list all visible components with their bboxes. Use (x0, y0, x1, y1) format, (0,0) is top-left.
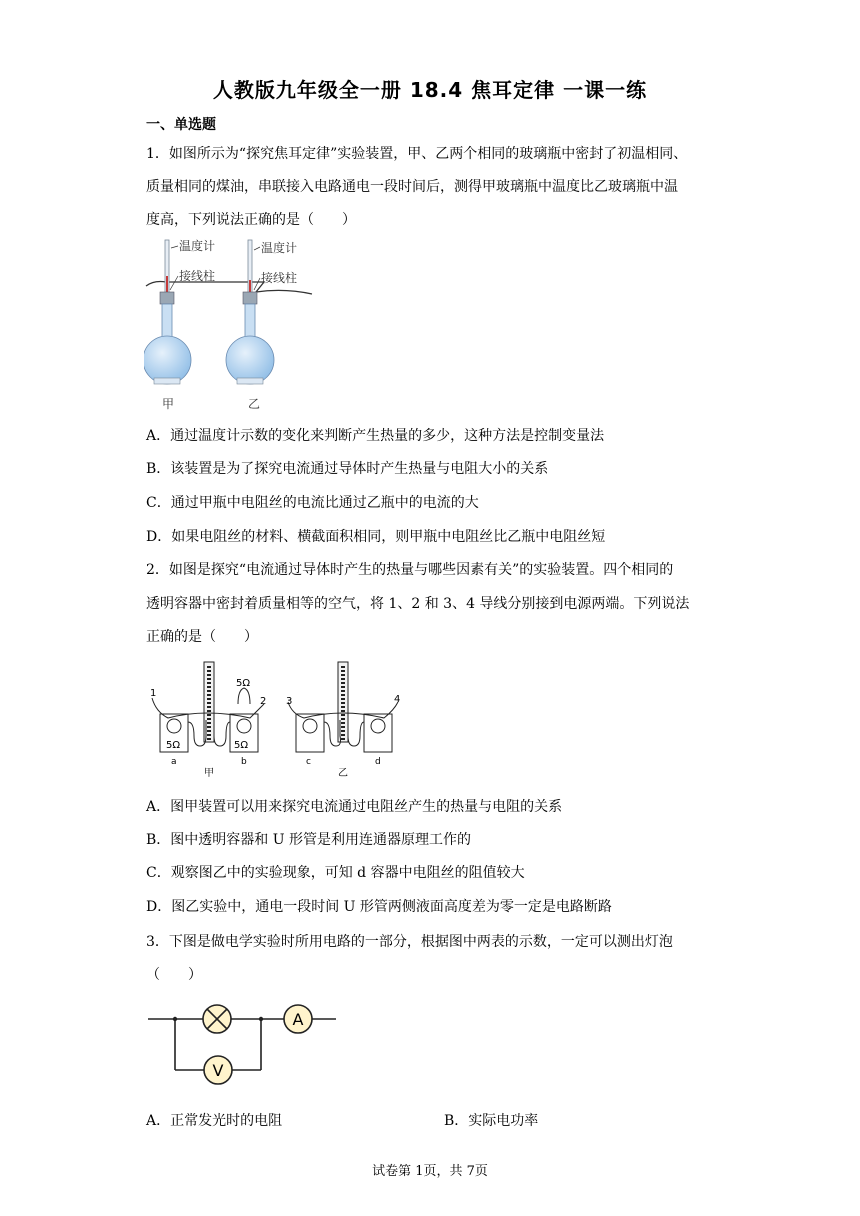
resistor-b-label: 5Ω (234, 740, 249, 751)
wire-1-label: 1 (150, 688, 157, 699)
container-c-label: c (306, 757, 311, 767)
q2-option-a[interactable]: A．图甲装置可以用来探究电流通过电阻丝产生的热量与电阻的关系 (146, 799, 563, 815)
container-b-label: b (241, 757, 247, 767)
thermometer-label: 温度计 (261, 241, 298, 255)
page-title: 人教版九年级全一册 18.4 焦耳定律 一课一练 (212, 78, 648, 102)
q3-stem-line: 3．下图是做电学实验时所用电路的一部分，根据图中两表的示数，一定可以测出灯泡 (146, 934, 673, 950)
q2-u-tube-figure (146, 660, 416, 780)
terminal-label: 接线柱 (261, 271, 298, 285)
wire-3-label: 3 (286, 696, 293, 707)
svg-text:A: A (292, 1010, 304, 1029)
q3-stem-line: （ ） (146, 967, 202, 983)
q1-option-c[interactable]: C．通过甲瓶中电阻丝的电流比通过乙瓶中的电流的大 (146, 495, 479, 511)
q2-option-c[interactable]: C．观察图乙中的实验现象，可知 d 容器中电阻丝的阻值较大 (146, 865, 525, 881)
voltmeter-icon (204, 1056, 232, 1084)
q1-option-b[interactable]: B．该装置是为了探究电流通过导体时产生热量与电阻大小的关系 (146, 461, 549, 477)
q1-stem-line: 1．如图所示为“探究焦耳定律”实验装置，甲、乙两个相同的玻璃瓶中密封了初温相同、 (146, 146, 688, 162)
wire-2-label: 2 (260, 696, 267, 707)
thermometer-label: 温度计 (179, 239, 216, 253)
q1-flask-figure (144, 236, 314, 412)
resistor-a-label: 5Ω (166, 740, 181, 751)
flask-label-jia: 甲 (162, 397, 175, 411)
apparatus-jia (152, 662, 267, 752)
q1-stem-line: 度高，下列说法正确的是（ ） (146, 212, 356, 228)
section-heading: 一、单选题 (146, 117, 216, 133)
container-d-label: d (375, 757, 381, 767)
wire-4-label: 4 (394, 694, 401, 705)
terminal-label: 接线柱 (179, 269, 216, 283)
q3-circuit-figure (146, 998, 342, 1090)
resistor-ext-label: 5Ω (236, 678, 251, 689)
q1-stem-line: 质量相同的煤油，串联接入电路通电一段时间后，测得甲玻璃瓶中温度比乙玻璃瓶中温 (146, 179, 678, 195)
svg-text:V: V (212, 1061, 224, 1080)
q1-option-a[interactable]: A．通过温度计示数的变化来判断产生热量的多少，这种方法是控制变量法 (146, 428, 605, 444)
apparatus-yi (288, 662, 401, 752)
figure-label-yi: 乙 (338, 768, 348, 779)
page-footer: 试卷第 1页，共 7页 (372, 1164, 488, 1179)
flask-label-yi: 乙 (248, 397, 261, 411)
q1-option-d[interactable]: D．如果电阻丝的材料、横截面积相同，则甲瓶中电阻丝比乙瓶中电阻丝短 (146, 529, 606, 545)
terminal-icon (243, 292, 257, 304)
q3-option-a[interactable]: A．正常发光时的电阻 (146, 1113, 283, 1129)
figure-label-jia: 甲 (204, 768, 214, 779)
terminal-icon (160, 292, 174, 304)
q2-stem-line: 正确的是（ ） (146, 629, 258, 645)
lamp-icon (203, 1005, 231, 1033)
ammeter-icon (284, 1005, 312, 1033)
flask-yi (226, 240, 274, 384)
container-a-label: a (171, 757, 177, 767)
q3-option-b[interactable]: B．实际电功率 (444, 1113, 539, 1129)
flask-jia (144, 240, 191, 384)
q2-stem-line: 2．如图是探究“电流通过导体时产生的热量与哪些因素有关”的实验装置。四个相同的 (146, 562, 674, 578)
q2-option-b[interactable]: B．图中透明容器和 U 形管是利用连通器原理工作的 (146, 832, 471, 848)
q2-option-d[interactable]: D．图乙实验中，通电一段时间 U 形管两侧液面高度差为零一定是电路断路 (146, 899, 612, 915)
q2-stem-line: 透明容器中密封着质量相等的空气，将 1、2 和 3、4 导线分别接到电源两端。下列说法 (146, 596, 690, 612)
